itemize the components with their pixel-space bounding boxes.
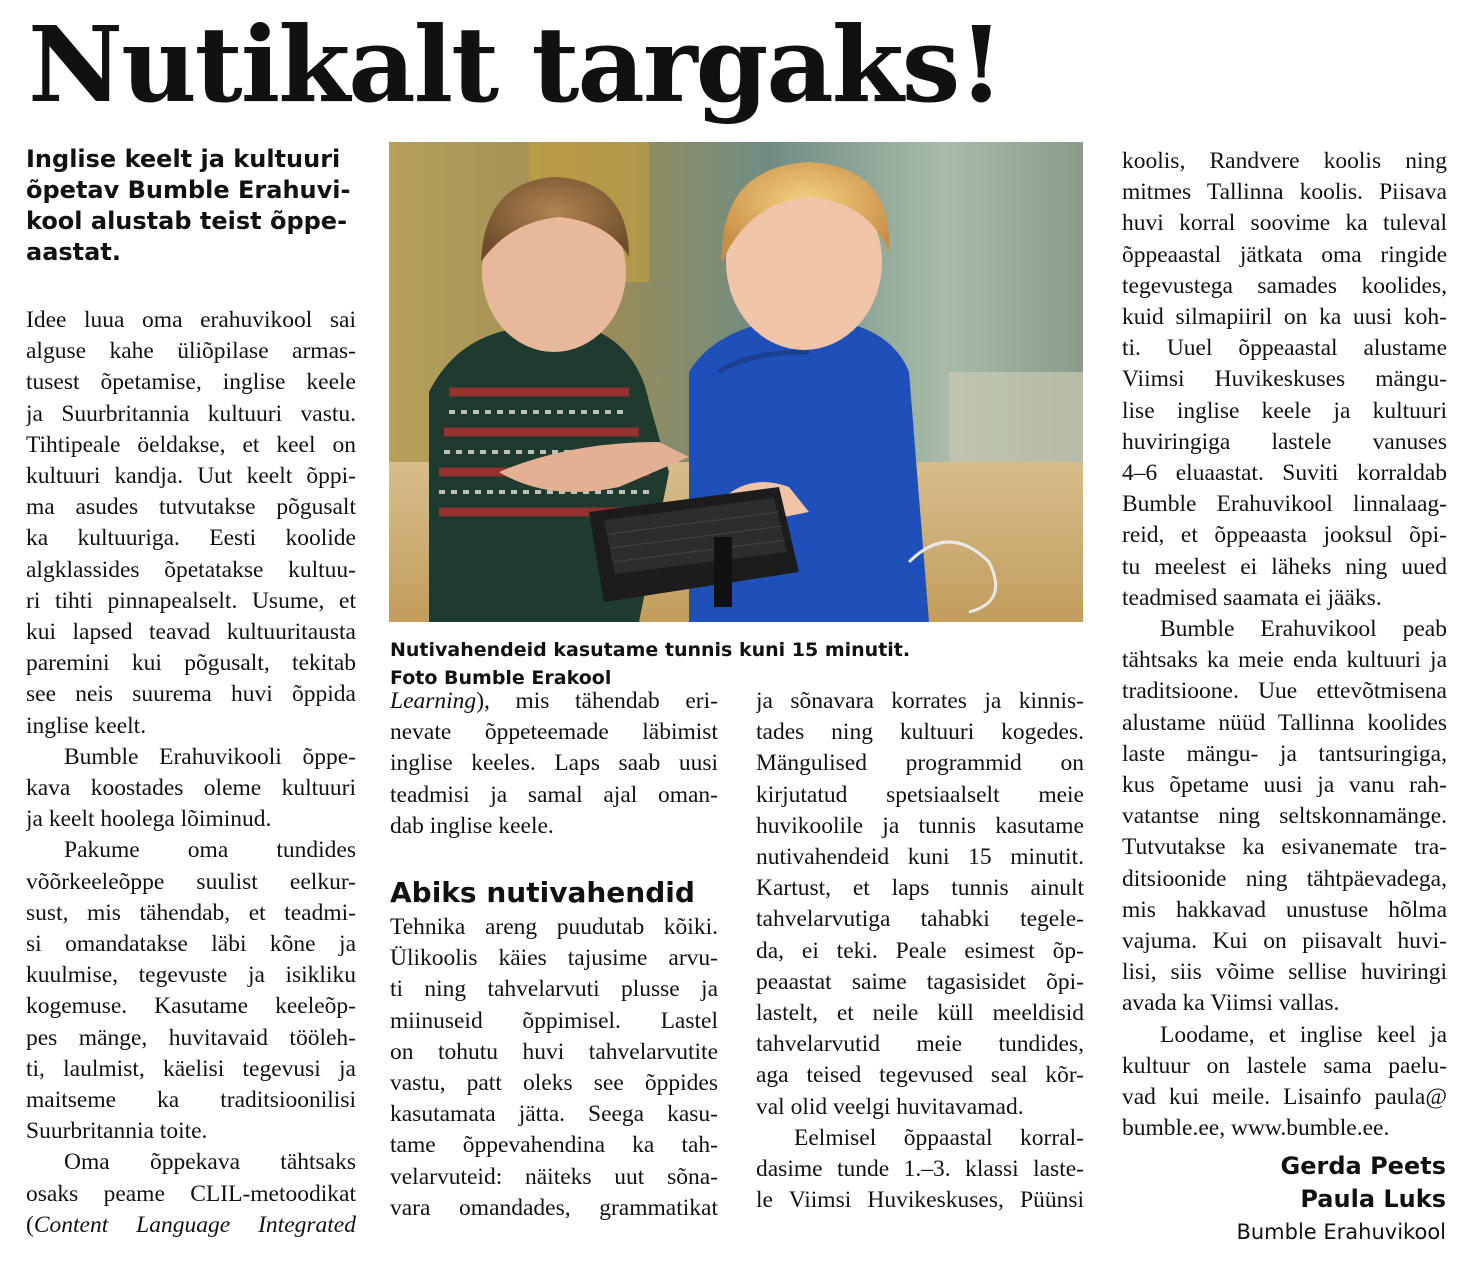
body-line: avada ka Viimsi vallas. [1122,990,1340,1017]
body-line: maitseme ka traditsioonilisi [26,1087,356,1114]
body-line: alustame nüüd Tallinna koolides [1122,709,1447,736]
body-line: miinuseid õppimisel. Lastel [390,1007,718,1034]
body-line: Eelmisel õppaastal korral- [794,1124,1084,1151]
body-line: vatantse ning seltskonnamänge. [1122,803,1447,830]
body-line: dab inglise keele. [390,812,554,839]
body-line: kus õpetame uusi ja vanu rah- [1122,772,1447,799]
body-line: vad kui meile. Lisainfo paula@ [1122,1084,1447,1111]
body-line: vajuma. Kui on piisavalt huvi- [1122,928,1447,955]
body-line: mis hakkavad unustuse hõlma [1122,896,1447,923]
author-organization: Bumble Erahuvikool [1236,1220,1446,1244]
body-line: Kartust, et laps tunnis ainult [756,875,1084,902]
body-line: Tihtipeale öeldakse, et keel on [26,431,356,458]
author-name: Gerda Peets [1280,1152,1446,1180]
body-line: lise inglise keele ja kultuuri [1122,397,1447,424]
body-line: tegevustega samades koolides, [1122,272,1447,299]
body-line: 4–6 eluaastat. Suviti korraldab [1122,460,1447,487]
photo-caption [390,636,1084,692]
body-line: lastelt, et neile küll meeldisid [756,1000,1084,1027]
body-line: teadmised saamata ei jääks. [1122,584,1382,611]
body-line: Pakume oma tundides [64,837,356,864]
body-line: tähtsaks ka meie enda kultuuri ja [1122,647,1447,674]
lead-paragraph [26,144,356,268]
body-line: osaks peame CLIL-metoodikat [26,1180,356,1207]
body-line: kava koostades oleme kultuuri [26,775,356,802]
photo-credit: Foto Bumble Erakool [390,667,612,689]
body-line: inglise keeles. Laps saab uusi [390,750,718,777]
body-line: ti ning tahvelarvuti plusse ja [390,976,718,1003]
text-column-2 [390,686,718,1224]
body-line: Oma õppekava tähtsaks [64,1149,356,1176]
body-line: tahvelarvutid meie tundides, [756,1031,1084,1058]
body-line: nutivahendeid kuni 15 minutit. [756,844,1084,871]
body-line: see neis suurema huvi õppida [26,681,356,708]
body-line: on tohutu huvi tahvelarvutite [390,1038,718,1065]
children-with-tablet-image [389,142,1083,622]
body-line: Bumble Erahuvikool linnalaag- [1122,491,1447,518]
body-line: õppeaastal jätkata oma ringide [1122,241,1447,268]
lead-line: õpetav Bumble Erahuvi- [26,176,351,204]
text-column-3 [756,686,1084,1216]
body-line: kogemuse. Kasutame keeleõp- [26,993,356,1020]
body-line: reid, et õppeaasta jooksul õpi- [1122,522,1447,549]
body-line: ti, laulmist, käelisi tegevusi ja [26,1055,356,1082]
body-line: pes mänge, huvitavaid tööleh- [26,1024,356,1051]
body-line: kui lapsed teavad kultuuritausta [26,619,356,646]
headline: Nutikalt targaks! [28,3,1003,126]
body-text-italic: Content Language Integrated [33,1211,356,1238]
lead-line: kool alustab teist õppe- [26,207,348,235]
body-line: tades ning kultuuri kogedes. [756,719,1084,746]
body-line: Bumble Erahuvikool peab [1160,616,1447,643]
body-text: ( [26,1211,34,1238]
body-line: kuulmise, tegevuste ja isikliku [26,962,356,989]
body-line: võõrkeeleõppe suulist eelkur- [26,868,356,895]
body-line: traditsioone. Uue ettevõtmisena [1122,678,1447,705]
body-line: lisi, siis võime sellise huviringi [1122,959,1447,986]
body-line: bumble.ee, www.bumble.ee. [1122,1115,1390,1142]
body-line: kirjutatud spetsiaalselt meie [756,781,1084,808]
body-line: Bumble Erahuvikooli õppe- [64,743,356,770]
body-line: ma asudes tutvutakse põgusalt [26,494,356,521]
article-photo [389,142,1083,622]
body-line: Idee luua oma erahuvikool sai [26,307,356,333]
body-line: kasutamata jätta. Seega kasu- [390,1101,718,1128]
body-line [26,1210,356,1241]
body-line: le Viimsi Huvikeskuses, Püünsi [756,1187,1084,1214]
body-line: vastu, patt oleks see õppides [390,1070,718,1097]
body-line: vara omandades, grammatikat [390,1194,718,1221]
body-line: tahvelarvutiga tahabki tegele- [756,906,1084,933]
body-line: nevate õppeteemade läbimist [390,719,718,746]
body-line: inglise keelt. [26,712,147,739]
subheading: Abiks nutivahendid [390,876,695,910]
body-line: ja Suurbritannia kultuuri vastu. [26,400,356,427]
body-line: huvi korral soovime ka tuleval [1122,210,1447,237]
body-line: da, ei teki. Peale esimest õp- [756,937,1084,964]
body-line: mitmes Tallinna koolis. Piisava [1122,179,1447,206]
text-column-4 [1122,146,1447,1145]
body-line: kuid silmapiiril on ka uusi koh- [1122,304,1447,331]
body-line: kultuuri kandja. Uut keelt õppi- [26,463,356,490]
body-line: ti. Uuel õppeaastal alustame [1122,335,1447,362]
text-column-1 [26,305,356,1241]
lead-line: Inglise keelt ja kultuuri [26,145,341,173]
body-line: si omandatakse läbi kõne ja [26,931,356,958]
body-line: Tehnika areng puudutab kõiki. [390,914,718,941]
body-line: huvikoolile ja tunnis kasutame [756,812,1084,839]
body-line: algklassides õpetatakse kultuu- [26,556,356,583]
body-line: Suurbritannia toite. [26,1118,208,1145]
caption-text: Nutivahendeid kasutame tunnis kuni 15 minutit. [390,639,911,661]
body-line: velarvuteid: näiteks uut sõna- [390,1163,718,1190]
body-text-italic: Learning [390,688,477,714]
body-line: tusest õpetamise, inglise keele [26,369,356,396]
body-line: ka kultuuriga. Eesti koolide [26,525,356,552]
body-line: Loodame, et inglise keel ja [1160,1021,1447,1048]
body-line: val olid veelgi huvitavamad. [756,1093,1024,1120]
body-line: Tutvutakse ka esivanemate tra- [1122,834,1447,861]
body-line: Ülikoolis käies tajusime arvu- [390,945,718,972]
body-line: tu meelest ei läheks ning uued [1122,553,1447,580]
author-name: Paula Luks [1300,1185,1446,1213]
body-line: Viimsi Huvikeskuses mängu- [1122,366,1447,393]
body-line: sust, mis tähendab, et teadmi- [26,899,356,926]
body-line: huviringiga lastele vanuses [1122,428,1447,455]
body-line: koolis, Randvere koolis ning [1122,148,1447,174]
body-text: ), mis tähendab eri- [476,688,718,714]
body-line: laste mängu- ja tantsuringiga, [1122,740,1447,767]
lead-line: aastat. [26,238,121,266]
body-line: teadmisi ja samal ajal oman- [390,781,718,808]
body-line: ja keelt hoolega lõiminud. [26,806,272,833]
body-line: alguse kahe üliõpilase armas- [26,338,356,365]
body-line: ja sõnavara korrates ja kinnis- [756,688,1084,714]
body-line: peaastat saime tagasisidet õpi- [756,968,1084,995]
body-line [390,686,718,717]
body-line: paremini kui põgusalt, tekitab [26,650,356,677]
body-line: aga teised tegevused seal kõr- [756,1062,1084,1089]
body-line: kultuur on lastele sama paelu- [1122,1052,1447,1079]
body-line: Mängulised programmid on [756,750,1084,777]
body-line: ditsioonide ning tähtpäevadega, [1122,865,1447,892]
body-line: tame õppevahendina ka tah- [390,1132,718,1159]
body-line: ri tihti pinnapealselt. Usume, et [26,587,356,614]
body-line: dasime tunde 1.–3. klassi laste- [756,1156,1084,1183]
